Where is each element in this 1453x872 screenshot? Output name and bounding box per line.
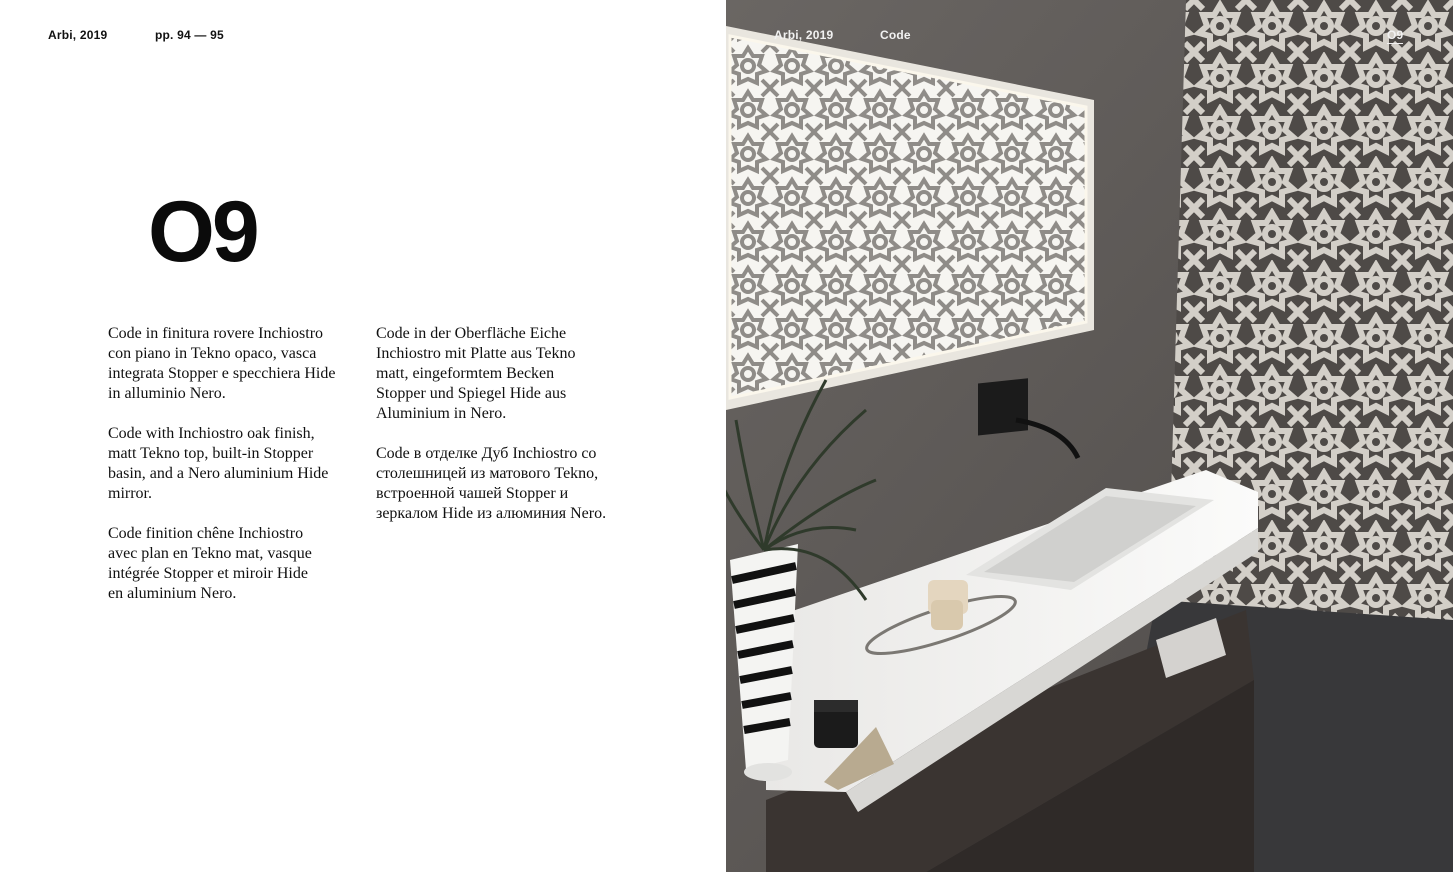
- description-russian: Code в отделке Дуб Inchiostro со столешницей из матового Tekno, встроенной чашей Stopper и зеркалом Hide из алюминия Nero.: [376, 445, 607, 522]
- faucet-plate: [978, 378, 1028, 435]
- bathroom-photo: [726, 0, 1453, 872]
- header-chapter-number: O9: [1387, 28, 1404, 42]
- description-german: Code in der Oberfläche Eiche Inchiostro mit Platte aus Tekno matt, eingeformtem Becken Stopper und Spiegel Hide aus Aluminium in Nero.: [376, 325, 576, 422]
- header-collection: Code: [880, 28, 911, 42]
- description-italian: Code in finitura rovere Inchiostro con piano in Tekno opaco, vasca integrata Stopper e specchiera Hide in alluminio Nero.: [108, 325, 336, 402]
- chapter-number: O9: [148, 184, 257, 280]
- description-column-right: [376, 324, 638, 544]
- jar: [814, 700, 858, 748]
- description-english: Code with Inchiostro oak finish, matt Tekno top, built-in Stopper basin, and a Nero aluminium Hide mirror.: [108, 425, 329, 502]
- header-page-range: pp. 94 — 95: [155, 28, 224, 42]
- header-catalog-right: Arbi, 2019: [774, 28, 834, 42]
- right-page: [726, 0, 1453, 872]
- description-column-left: [108, 324, 363, 624]
- description-french: Code finition chêne Inchiostro avec plan en Tekno mat, vasque intégrée Stopper et miroir Hide en aluminium Nero.: [108, 525, 312, 602]
- header-catalog: Arbi, 2019: [48, 28, 108, 42]
- left-page: [0, 0, 726, 872]
